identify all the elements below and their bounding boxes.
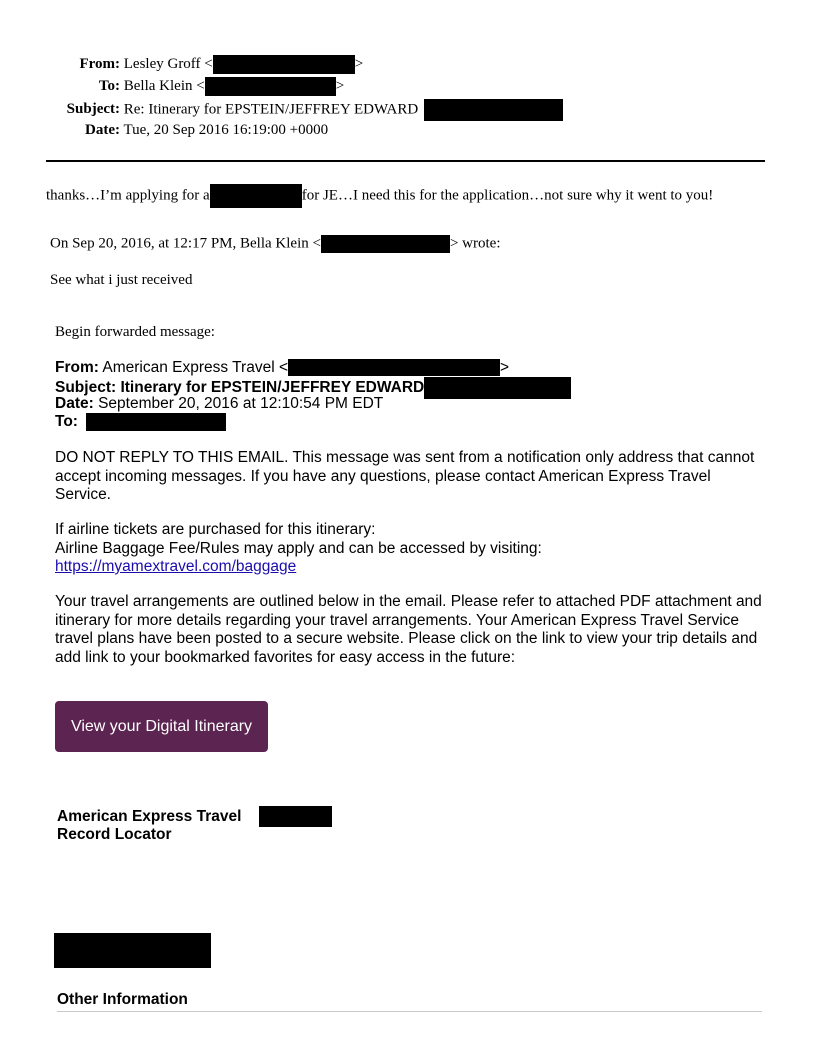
redacted-fwd-subject-suffix: [424, 377, 571, 399]
fwd-date-label: Date:: [55, 395, 94, 412]
airline-line-2: Airline Baggage Fee/Rules may apply and can be accessed by visiting:: [55, 539, 542, 557]
quote-attribution-prefix: On Sep 20, 2016, at 12:17 PM, Bella Klein <: [50, 235, 321, 252]
other-information-heading: Other Information: [57, 991, 188, 1008]
fwd-date-value: September 20, 2016 at 12:10:54 PM EDT: [98, 395, 384, 412]
redacted-reply-word: [210, 184, 302, 208]
redacted-quote-email: [321, 235, 450, 253]
header-date-value: Tue, 20 Sep 2016 16:19:00 +0000: [123, 122, 329, 138]
header-date-label: Date:: [85, 122, 120, 138]
reply-text-end: for JE…I need this for the application…not sure why it went to you!: [301, 187, 714, 204]
arrangements-paragraph: Your travel arrangements are outlined below in the email. Please refer to attached PDF attachment and itinerary for more details regarding your travel arrangements. Your American Express Travel Service travel plans have been posted to a secure website. Please click on the link to view your trip details and add link to your bookmarked favorites for easy access in the future:: [55, 593, 762, 666]
header-subject-value: Re: Itinerary for EPSTEIN/JEFFREY EDWARD: [123, 101, 419, 118]
quote-body: See what i just received: [50, 272, 193, 288]
view-digital-itinerary-button[interactable]: View your Digital Itinerary: [55, 701, 268, 752]
airline-line-1: If airline tickets are purchased for this itinerary:: [55, 521, 376, 538]
quote-attribution-suffix: > wrote:: [449, 235, 501, 252]
fwd-from-label: From:: [55, 359, 99, 376]
header-to-row: [60, 77, 344, 96]
header-to-label: To:: [98, 77, 120, 94]
record-locator-line-1: American Express Travel: [57, 808, 242, 825]
redacted-email-to: [205, 77, 336, 96]
fwd-to-row: [55, 413, 226, 431]
fwd-date-row: [55, 395, 383, 413]
header-to-close: >: [335, 77, 345, 94]
no-reply-notice: DO NOT REPLY TO THIS EMAIL. This message was sent from a notification only address that cannot accept incoming messages. If you have any questions, please contact American Express Travel Service.: [55, 449, 755, 503]
airline-section: [55, 521, 767, 577]
redacted-email-from: [213, 55, 355, 74]
header-from-close: >: [354, 55, 364, 72]
header-divider: [46, 160, 765, 162]
reply-message: [46, 184, 713, 208]
redacted-record-locator: [259, 806, 332, 827]
header-from-value: Lesley Groff <: [123, 55, 213, 72]
header-date-row: [60, 122, 328, 139]
record-locator-line-2: Record Locator: [57, 826, 172, 843]
baggage-link[interactable]: https://myamextravel.com/baggage: [55, 558, 297, 575]
fwd-from-row: [55, 359, 509, 377]
redacted-subject-suffix: [424, 99, 563, 121]
redacted-fwd-to-email: [86, 413, 226, 431]
fwd-subject-label: Subject:: [55, 379, 117, 397]
record-locator-block: [57, 808, 241, 844]
header-from-row: [60, 55, 363, 74]
header-subject-label: Subject:: [66, 101, 120, 118]
redacted-block: [54, 933, 211, 968]
reply-text-start: thanks…I’m applying for a: [46, 187, 210, 204]
forwarded-intro: Begin forwarded message:: [55, 324, 215, 340]
redacted-fwd-from-email: [288, 359, 500, 376]
fwd-subject-value: Itinerary for EPSTEIN/JEFFREY EDWARD: [120, 379, 425, 397]
fwd-from-value: American Express Travel <: [102, 359, 289, 376]
header-to-value: Bella Klein <: [123, 77, 205, 94]
section-divider: [57, 1011, 762, 1012]
fwd-to-label: To:: [55, 413, 78, 431]
fwd-from-close: >: [500, 359, 510, 376]
quote-attribution: [50, 235, 500, 253]
header-from-label: From:: [79, 55, 120, 72]
header-subject-row: [60, 99, 563, 121]
